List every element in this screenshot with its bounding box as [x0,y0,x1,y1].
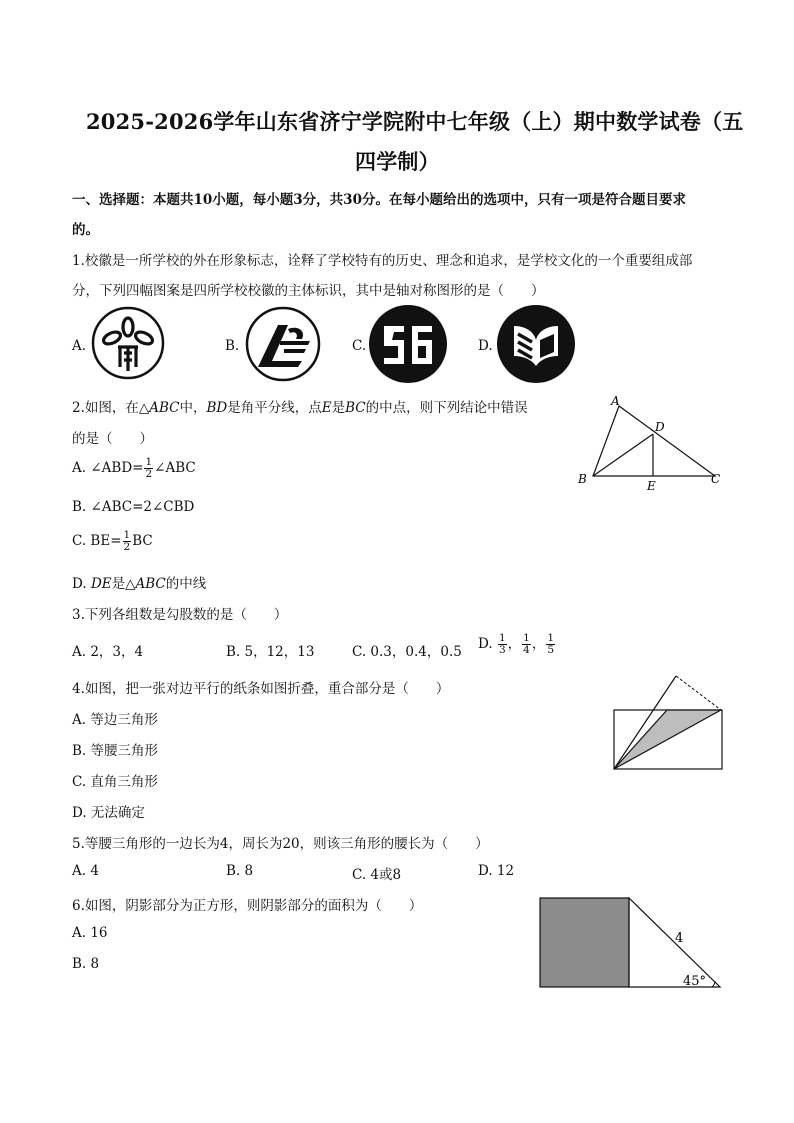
q6-square-triangle-figure [538,896,724,990]
exam-title-line1: 2025-2026学年山东省济宁学院附中七年级（上）期中数学试卷（五 [86,109,744,134]
q2-line2: 的是（ ） [72,431,153,447]
q5-option-a: A. 4 [72,863,99,879]
q4-option-d: D. 无法确定 [72,805,145,821]
exam-title-line2: 四学制） [355,149,440,174]
section-heading-line1: 一、选择题：本题共10小题，每小题3分，共30分。在每小题给出的选项中，只有一项是符合题目要求 [72,192,686,208]
q1-option-d-label: D. [478,338,493,354]
q5-option-d: D. 12 [478,863,515,879]
q6-line1: 6.如图，阴影部分为正方形，则阴影部分的面积为（ ） [72,898,423,914]
q1-option-c-label: C. [352,338,367,354]
q2-point-a-label: A [611,394,620,408]
q2-point-d-label: D [655,420,665,434]
q4-option-b: B. 等腰三角形 [72,743,159,759]
q1-line1: 1.校徽是一所学校的外在形象标志，诠释了学校特有的历史、理念和追求，是学校文化的一个重要组成部 [72,253,693,269]
q3-option-b: B. 5，12，13 [226,644,315,660]
q2-option-d: D. DE是△ABC的中线 [72,576,207,592]
q1-option-b-label: B. [225,338,240,354]
section-heading-line2: 的。 [72,222,99,238]
q2-option-a: A. ∠ABD= $\frac{1}{2}$ ∠ABC [72,456,196,480]
q2-point-e-label: E [647,479,656,493]
q2-point-c-label: C [711,472,721,486]
q3-option-c: C. 0.3，0.4，0.5 [352,644,462,660]
school-emblem-d-icon [496,304,576,384]
q2-line1: 2.如图，在△ABC中，BD是角平分线，点E是BC的中点，则下列结论中错误 [72,400,528,416]
q3-line1: 3.下列各组数是勾股数的是（ ） [72,607,288,623]
q2-triangle-figure [575,394,725,494]
q4-line1: 4.如图，把一张对边平行的纸条如图折叠，重合部分是（ ） [72,681,450,697]
school-emblem-a-icon [90,305,166,381]
q6-angle-label: 45° [683,974,707,989]
q5-option-b: B. 8 [226,863,254,879]
school-emblem-b-icon [244,305,322,383]
q5-line1: 5.等腰三角形的一边长为4，周长为20，则该三角形的腰长为（ ） [72,836,489,852]
q1-line2: 分，下列四幅图案是四所学校校徽的主体标识，其中是轴对称图形的是（ ） [72,283,545,299]
q1-option-a-label: A. [72,338,87,354]
q5-option-c: C. 4或8 [352,867,402,883]
q6-option-a: A. 16 [72,925,108,941]
q2-point-b-label: B [578,472,587,486]
q3-option-d: D. $\frac{1}{3}$ ， $\frac{1}{4}$ ， $\frac{1}{5}$ [478,632,554,656]
school-emblem-c-icon [368,304,448,384]
q2-option-b: B. ∠ABC=2∠CBD [72,499,195,515]
q4-option-a: A. 等边三角形 [72,712,158,728]
q6-side-label: 4 [675,931,684,946]
q3-option-a: A. 2，3，4 [72,644,144,660]
q4-folded-strip-figure [612,674,724,772]
q4-option-c: C. 直角三角形 [72,774,158,790]
q2-option-c: C. BE= $\frac{1}{2}$ BC [72,529,153,553]
q6-option-b: B. 8 [72,956,100,972]
